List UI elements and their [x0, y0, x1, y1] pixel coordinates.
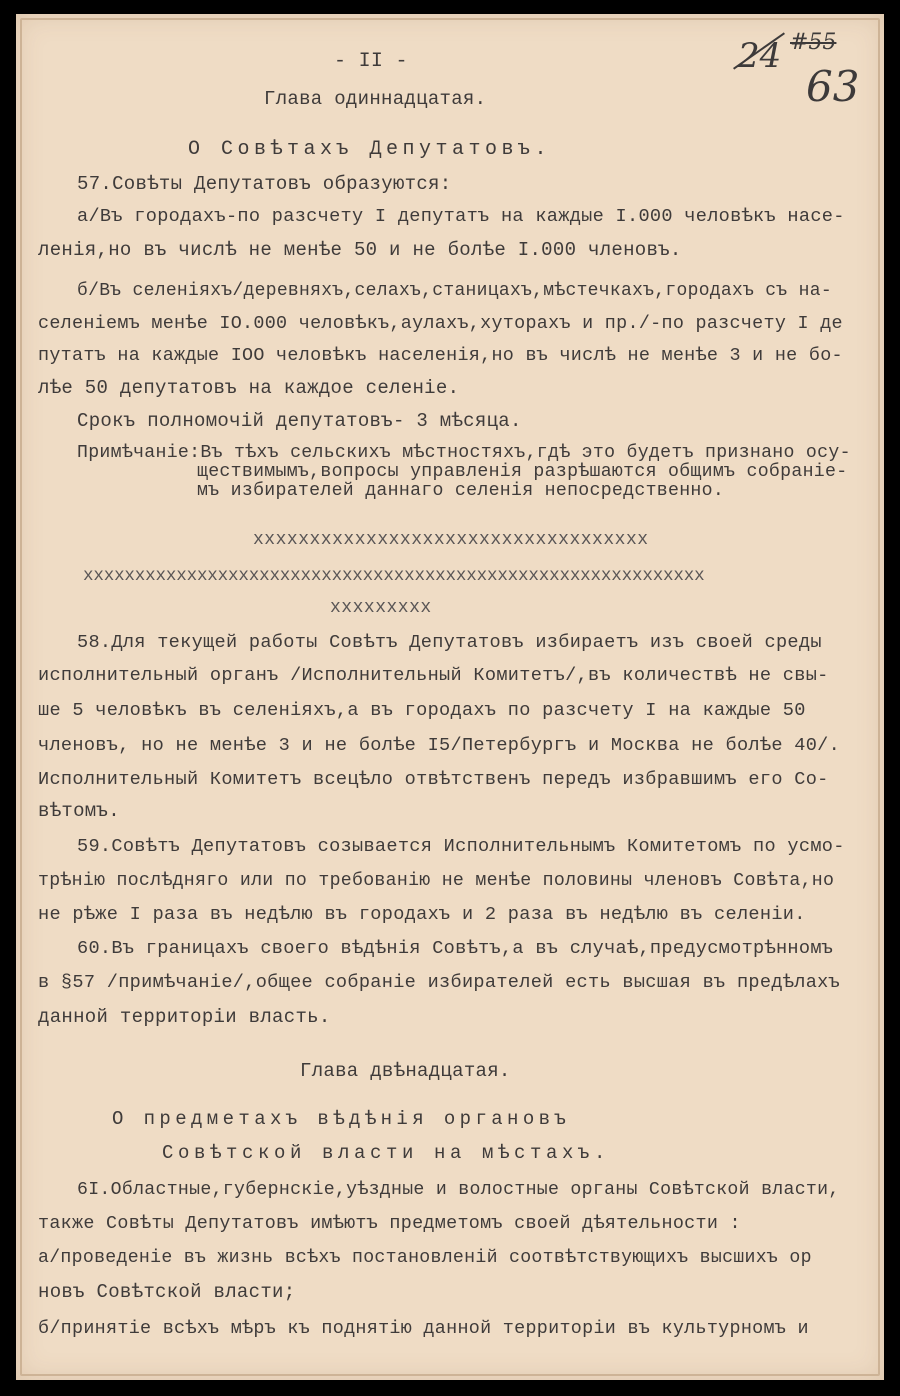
archive-sheet-number: 63	[806, 62, 860, 111]
text-line: членовъ, но не менѣе 3 и не болѣе I5/Петербургъ и Москва не болѣе 40/.	[38, 735, 841, 756]
text-line: не рѣже I раза въ недѣлю въ городахъ и 2 раза въ недѣлю въ селеніи.	[38, 904, 806, 925]
text-line: Исполнительный Комитетъ всецѣло отвѣтственъ передъ избравшимъ его Со-	[38, 769, 829, 790]
text-line: 60.Въ границахъ своего вѣдѣнія Совѣтъ,а въ случаѣ,предусмотрѣнномъ	[77, 938, 834, 959]
text-line: б/Въ селеніяхъ/деревняхъ,селахъ,станицахъ,мѣстечкахъ,городахъ съ на-	[77, 281, 832, 301]
text-line: 58.Для текущей работы Совѣтъ Депутатовъ избираетъ изъ своей среды	[77, 632, 822, 653]
text-line: ществимымъ,вопросы управленія разрѣшаются общимъ собраніе-	[197, 462, 848, 482]
text-line: 59.Совѣтъ Депутатовъ созывается Исполнительнымъ Комитетомъ по усмо-	[77, 836, 845, 857]
chapter-11-title: Глава одиннадцатая.	[264, 88, 487, 110]
text-line: вѣтомъ.	[38, 800, 120, 822]
text-line: мъ избирателей даннаго селенія непосредственно.	[197, 481, 725, 501]
struck-line: ххххххххх	[330, 598, 432, 618]
struck-line: хххххххххххххххххххххххххххххххххххххххххххххххххххххххххххх	[83, 566, 705, 586]
archive-mark-hash: #55	[790, 30, 837, 55]
text-line: а/Въ городахъ-по разсчету I депутатъ на каждые I.000 человѣкъ насе-	[77, 206, 845, 227]
text-line: данной территоріи власть.	[38, 1006, 331, 1028]
text-line: 6I.Областные,губернскіе,уѣздные и волостные органы Совѣтской власти,	[77, 1180, 840, 1200]
struck-line: ххххххххххххххххххххххххххххххххххх	[253, 530, 649, 550]
text-line: ше 5 человѣкъ въ селеніяхъ,а въ городахъ по разсчету I на каждые 50	[38, 700, 806, 721]
text-line: Срокъ полномочій депутатовъ- 3 мѣсяца.	[77, 410, 522, 432]
text-line: также Совѣты Депутатовъ имѣютъ предметомъ своей дѣятельности :	[38, 1213, 741, 1234]
text-line: б/принятіе всѣхъ мѣръ къ поднятію данной территоріи въ культурномъ и	[38, 1318, 809, 1339]
text-line: ленія,но въ числѣ не менѣе 50 и не болѣе I.000 членовъ.	[38, 239, 682, 261]
archive-mark-crossed: 24	[738, 36, 782, 76]
chapter-11-heading: О Совѣтахъ Депутатовъ.	[188, 138, 552, 161]
text-line: путатъ на каждые IOO человѣкъ населенія,но въ числѣ не менѣе 3 и не бо-	[38, 345, 843, 366]
text-line: в §57 /примѣчаніе/,общее собраніе избирателей есть высшая въ предѣлахъ	[38, 972, 841, 993]
chapter-12-title: Глава двѣнадцатая.	[300, 1060, 511, 1082]
text-line: 57.Совѣты Депутатовъ образуются:	[77, 173, 452, 195]
text-line: трѣнію послѣдняго или по требованію не менѣе половины членовъ Совѣта,но	[38, 871, 835, 891]
text-line: лѣе 50 депутатовъ на каждое селеніе.	[38, 377, 460, 399]
text-line: исполнительный органъ /Исполнительный Комитетъ/,въ количествѣ не свы-	[38, 665, 829, 686]
chapter-12-heading-2: Совѣтской власти на мѣстахъ.	[162, 1142, 611, 1164]
text-line: новъ Совѣтской власти;	[38, 1281, 296, 1303]
page-number: - II -	[334, 50, 408, 73]
text-line: а/проведеніе въ жизнь всѣхъ постановленій соотвѣтствующихъ высшихъ ор	[38, 1248, 812, 1268]
text-line: Примѣчаніе:Въ тѣхъ сельскихъ мѣстностяхъ,гдѣ это будетъ признано осу-	[77, 443, 851, 463]
text-line: селеніемъ менѣе IO.000 человѣкъ,аулахъ,хуторахъ и пр./-по разсчету I де	[38, 313, 843, 334]
chapter-12-heading-1: О предметахъ вѣдѣнія органовъ	[112, 1108, 571, 1130]
